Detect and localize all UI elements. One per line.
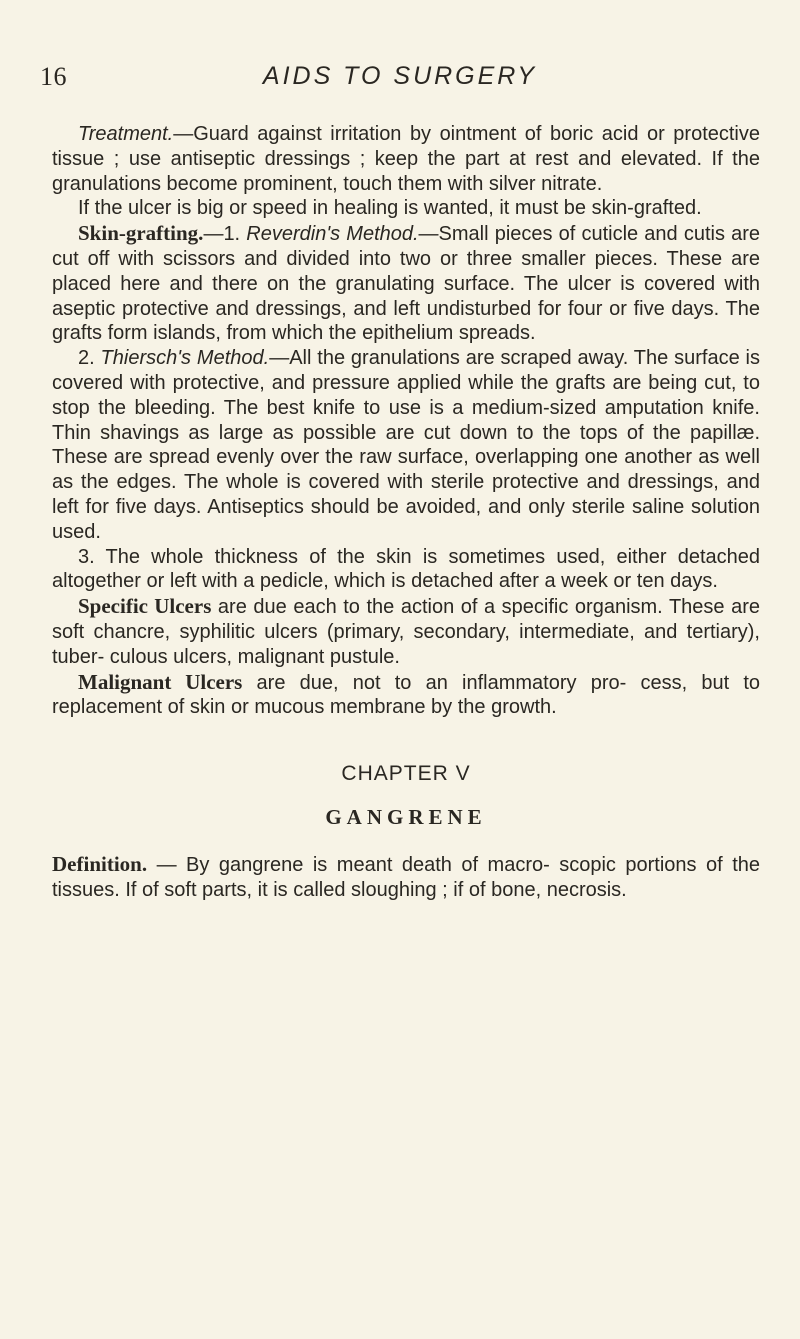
body-text — [52, 122, 760, 902]
page-number: 16 — [40, 62, 67, 91]
paragraph-malignant-ulcers — [52, 670, 760, 721]
malignant-ulcers-text: are due, not to an inflammatory pro- cess, but to replacement of skin or mucous membrane by the growth. — [52, 671, 760, 719]
paragraph-specific-ulcers — [52, 594, 760, 669]
paragraph-big-ulcer — [52, 196, 760, 221]
malignant-ulcers-heading: Malignant Ulcers — [78, 669, 243, 694]
thiersch-number: 2. — [78, 347, 95, 370]
specific-ulcers-text: are due each to the action of a specific organism. These are soft chancre, syphilitic ulcers (primary, secondary, intermediate, and tertiary), tuber- culous ulcers, malignant pustule. — [52, 596, 760, 668]
paragraph-thiersch — [52, 346, 760, 544]
reverdin-method-name: Reverdin's Method. — [246, 223, 419, 246]
skin-grafting-number: —1. — [203, 223, 241, 246]
definition-heading: Definition. — [52, 851, 148, 876]
paragraph-skin-grafting — [52, 221, 760, 346]
thiersch-method-name: Thiersch's Method. — [100, 347, 270, 370]
chapter-label: CHAPTER V — [341, 762, 471, 786]
running-head — [0, 62, 800, 96]
paragraph-whole-thickness — [52, 545, 760, 595]
big-ulcer-text: If the ulcer is big or speed in healing is wanted, it must be skin-grafted. — [78, 197, 702, 220]
paragraph-treatment — [52, 122, 760, 196]
treatment-heading: Treatment. — [78, 123, 174, 145]
skin-grafting-heading: Skin-grafting. — [78, 221, 204, 246]
thiersch-method-text: —All the granulations are scraped away. The surface is covered with protective, and pressure applied while the grafts are being cut, to stop the bleeding. The best knife to use is a medium-sized amputation knife. Thin shavings as large as possible are cut down to the tops of the papillæ. These are spread evenly over the raw surface, overlapping one another as well as the edges. The whole is covered with sterile protective and dressings, and left for five days. Antiseptics should be avoided, and only sterile saline solution used. — [52, 347, 760, 543]
treatment-text: —Guard against irritation by ointment of boric acid or protective tissue ; use antiseptic dressings ; keep the part at rest and elevated. If the granulations become prominent, touch them with silver nitrate. — [52, 123, 760, 195]
chapter-title: GANGRENE — [325, 804, 487, 829]
whole-thickness-text: 3. The whole thickness of the skin is sometimes used, either detached altogether or left with a pedicle, which is detached after a week or ten days. — [52, 545, 760, 593]
reverdin-method-text: —Small pieces of cuticle and cutis are cut off with scissors and divided into two or three smaller pieces. These are placed here and there on the granulating surface. The ulcer is covered with aseptic protective and dressings, and left undisturbed for four or five days. The grafts form islands, from which the epithelium spreads. — [52, 223, 760, 345]
definition-text: — By gangrene is meant death of macro- scopic portions of the tissues. If of soft parts, it is called sloughing ; if of bone, necrosis. — [52, 853, 760, 901]
specific-ulcers-heading: Specific Ulcers — [78, 594, 212, 619]
paragraph-definition — [52, 852, 760, 903]
running-title: AIDS TO SURGERY — [262, 62, 538, 90]
